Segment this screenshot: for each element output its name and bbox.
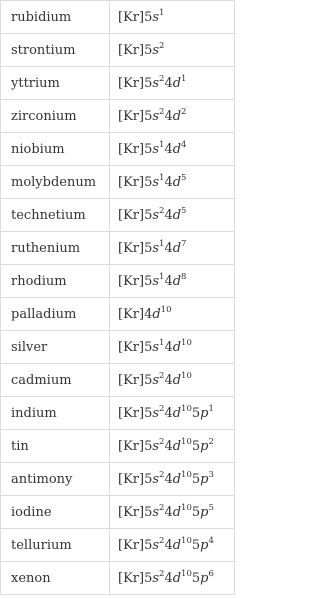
- config-text: 4: [164, 108, 173, 124]
- table-row: [1, 430, 235, 463]
- config-text: 4: [164, 537, 173, 553]
- element-name-cell: zirconium: [1, 100, 110, 133]
- superscript-count: 2: [159, 436, 165, 447]
- config-text: 5: [191, 504, 201, 520]
- orbital-letter: s: [152, 438, 160, 454]
- superscript-count: 1: [208, 403, 214, 414]
- table-row: [1, 100, 235, 133]
- config-text: [Kr]5: [118, 9, 153, 25]
- table-row: [1, 397, 235, 430]
- config-text: 4: [164, 438, 173, 454]
- config-text: [Kr]5: [118, 339, 153, 355]
- orbital-letter: s: [152, 339, 160, 355]
- orbital-letter: d: [172, 75, 182, 91]
- config-text: 4: [164, 141, 173, 157]
- orbital-letter: s: [152, 141, 160, 157]
- orbital-letter: d: [172, 240, 182, 256]
- orbital-letter: d: [172, 372, 182, 388]
- element-name-cell: xenon: [1, 562, 110, 595]
- config-text: [Kr]5: [118, 108, 153, 124]
- electron-configuration-cell: [110, 298, 235, 331]
- electron-configuration-cell: [110, 529, 235, 562]
- element-name-cell: iodine: [1, 496, 110, 529]
- orbital-letter: d: [172, 141, 182, 157]
- superscript-count: 1: [159, 337, 165, 348]
- table-row: [1, 67, 235, 100]
- superscript-count: 10: [181, 436, 192, 447]
- orbital-letter: p: [200, 471, 209, 487]
- superscript-count: 1: [159, 271, 165, 282]
- superscript-count: 2: [208, 436, 214, 447]
- superscript-count: 2: [159, 73, 165, 84]
- electron-configuration-cell: [110, 1, 235, 34]
- element-name-cell: niobium: [1, 133, 110, 166]
- element-name-cell: silver: [1, 331, 110, 364]
- superscript-count: 10: [181, 568, 192, 579]
- orbital-letter: d: [172, 438, 182, 454]
- table-row: [1, 166, 235, 199]
- electron-configuration-cell: [110, 331, 235, 364]
- electron-configuration-cell: [110, 463, 235, 496]
- electron-configuration-cell: [110, 133, 235, 166]
- orbital-letter: d: [172, 273, 182, 289]
- table-row: [1, 496, 235, 529]
- superscript-count: 10: [181, 502, 192, 513]
- orbital-letter: s: [152, 240, 160, 256]
- orbital-letter: p: [200, 504, 209, 520]
- superscript-count: 2: [159, 535, 165, 546]
- config-text: [Kr]5: [118, 570, 153, 586]
- table-row: [1, 562, 235, 595]
- element-name-cell: tin: [1, 430, 110, 463]
- config-text: 4: [164, 504, 173, 520]
- superscript-count: 2: [181, 106, 187, 117]
- config-text: [Kr]5: [118, 471, 153, 487]
- electron-configuration-cell: [110, 397, 235, 430]
- element-name-cell: ruthenium: [1, 232, 110, 265]
- electron-configuration-cell: [110, 199, 235, 232]
- element-name-cell: strontium: [1, 34, 110, 67]
- table-row: [1, 298, 235, 331]
- element-name-cell: cadmium: [1, 364, 110, 397]
- config-text: [Kr]5: [118, 372, 153, 388]
- superscript-count: 5: [181, 172, 187, 183]
- electron-configuration-cell: [110, 265, 235, 298]
- config-text: [Kr]4: [118, 306, 153, 322]
- orbital-letter: d: [152, 306, 161, 322]
- table-row: [1, 331, 235, 364]
- orbital-letter: d: [172, 537, 182, 553]
- config-text: 5: [191, 570, 201, 586]
- superscript-count: 2: [159, 403, 165, 414]
- element-name-cell: indium: [1, 397, 110, 430]
- orbital-letter: d: [172, 174, 182, 190]
- config-text: [Kr]5: [118, 504, 153, 520]
- element-name-cell: rhodium: [1, 265, 110, 298]
- orbital-letter: d: [172, 405, 182, 421]
- superscript-count: 2: [159, 502, 165, 513]
- superscript-count: 10: [181, 403, 192, 414]
- superscript-count: 4: [181, 139, 187, 150]
- superscript-count: 1: [181, 73, 187, 84]
- orbital-letter: s: [152, 108, 160, 124]
- config-text: 4: [164, 273, 173, 289]
- element-name-cell: molybdenum: [1, 166, 110, 199]
- config-text: 4: [164, 339, 173, 355]
- config-text: 4: [164, 75, 173, 91]
- orbital-letter: s: [152, 273, 160, 289]
- config-text: [Kr]5: [118, 75, 153, 91]
- electron-configuration-cell: [110, 232, 235, 265]
- config-text: 5: [191, 471, 201, 487]
- orbital-letter: s: [152, 372, 160, 388]
- table-body: [1, 1, 235, 595]
- element-name-cell: yttrium: [1, 67, 110, 100]
- orbital-letter: s: [152, 9, 160, 25]
- config-text: 5: [191, 537, 201, 553]
- table-row: [1, 34, 235, 67]
- superscript-count: 1: [159, 238, 165, 249]
- superscript-count: 2: [159, 370, 165, 381]
- superscript-count: 5: [181, 205, 187, 216]
- orbital-letter: s: [152, 207, 160, 223]
- element-name-cell: rubidium: [1, 1, 110, 34]
- table-row: [1, 133, 235, 166]
- orbital-letter: s: [152, 504, 160, 520]
- config-text: [Kr]5: [118, 537, 153, 553]
- electron-configuration-cell: [110, 496, 235, 529]
- superscript-count: 7: [181, 238, 187, 249]
- superscript-count: 1: [159, 172, 165, 183]
- superscript-count: 1: [159, 139, 165, 150]
- element-name-cell: palladium: [1, 298, 110, 331]
- electron-configuration-cell: [110, 430, 235, 463]
- element-name-cell: tellurium: [1, 529, 110, 562]
- config-text: [Kr]5: [118, 240, 153, 256]
- superscript-count: 5: [208, 502, 214, 513]
- config-text: [Kr]5: [118, 405, 153, 421]
- orbital-letter: p: [200, 537, 209, 553]
- orbital-letter: d: [172, 570, 182, 586]
- table-row: [1, 265, 235, 298]
- orbital-letter: s: [152, 471, 160, 487]
- superscript-count: 10: [160, 304, 172, 315]
- orbital-letter: s: [152, 537, 160, 553]
- orbital-letter: d: [172, 339, 182, 355]
- electron-configuration-cell: [110, 34, 235, 67]
- element-name-cell: technetium: [1, 199, 110, 232]
- config-text: 4: [164, 405, 173, 421]
- table-row: [1, 463, 235, 496]
- electron-configuration-cell: [110, 166, 235, 199]
- superscript-count: 2: [159, 40, 165, 51]
- config-text: 4: [164, 240, 173, 256]
- superscript-count: 10: [181, 535, 192, 546]
- element-name-cell: antimony: [1, 463, 110, 496]
- superscript-count: 10: [181, 337, 192, 348]
- electron-configuration-cell: [110, 67, 235, 100]
- superscript-count: 10: [181, 469, 192, 480]
- orbital-letter: d: [172, 207, 182, 223]
- superscript-count: 6: [208, 568, 214, 579]
- config-text: 4: [164, 207, 173, 223]
- orbital-letter: s: [152, 75, 160, 91]
- table-row: [1, 1, 235, 34]
- config-text: [Kr]5: [118, 141, 153, 157]
- config-text: [Kr]5: [118, 438, 153, 454]
- electron-configuration-cell: [110, 364, 235, 397]
- config-text: 4: [164, 570, 173, 586]
- table-row: [1, 199, 235, 232]
- superscript-count: 4: [208, 535, 214, 546]
- table-row: [1, 232, 235, 265]
- config-text: 5: [191, 438, 201, 454]
- config-text: [Kr]5: [118, 207, 153, 223]
- orbital-letter: d: [172, 471, 182, 487]
- superscript-count: 10: [181, 370, 192, 381]
- config-text: [Kr]5: [118, 273, 153, 289]
- orbital-letter: p: [200, 438, 209, 454]
- superscript-count: 1: [159, 7, 165, 18]
- superscript-count: 2: [159, 469, 165, 480]
- config-text: [Kr]5: [118, 174, 153, 190]
- orbital-letter: d: [172, 108, 182, 124]
- config-text: 5: [191, 405, 201, 421]
- orbital-letter: s: [152, 174, 160, 190]
- electron-configuration-cell: [110, 562, 235, 595]
- superscript-count: 2: [159, 568, 165, 579]
- orbital-letter: s: [152, 405, 160, 421]
- config-text: 4: [164, 372, 173, 388]
- table-row: [1, 364, 235, 397]
- orbital-letter: p: [200, 405, 209, 421]
- superscript-count: 2: [159, 106, 165, 117]
- config-text: 4: [164, 174, 173, 190]
- orbital-letter: p: [200, 570, 209, 586]
- orbital-letter: s: [152, 42, 160, 58]
- superscript-count: 3: [208, 469, 214, 480]
- table-row: [1, 529, 235, 562]
- superscript-count: 2: [159, 205, 165, 216]
- electron-configuration-cell: [110, 100, 235, 133]
- config-text: 4: [164, 471, 173, 487]
- orbital-letter: d: [172, 504, 182, 520]
- superscript-count: 8: [181, 271, 187, 282]
- config-text: [Kr]5: [118, 42, 153, 58]
- orbital-letter: s: [152, 570, 160, 586]
